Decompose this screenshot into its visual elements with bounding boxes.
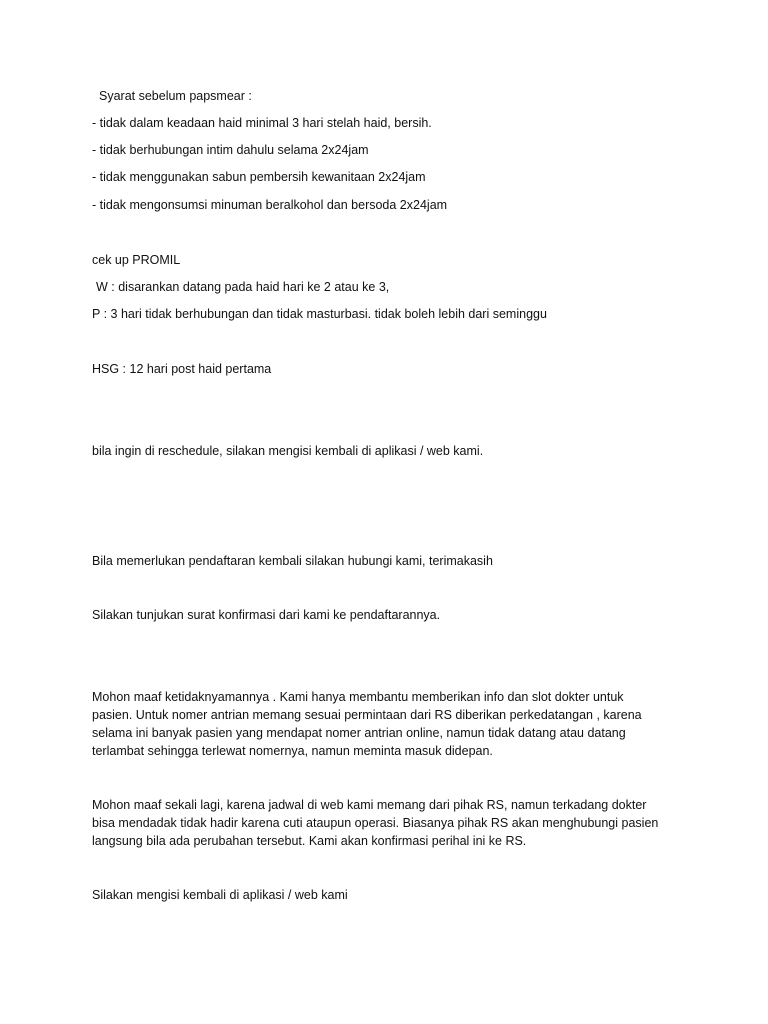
apology-2-line-1: Mohon maaf sekali lagi, karena jadwal di web kami memang dari pihak RS, namun terkadang dokter xyxy=(92,798,647,812)
apology-1-line-3: selama ini banyak pasien yang mendapat nomer antrian online, namun tidak datang atau datang xyxy=(92,726,626,740)
apology-2-line-2: bisa mendadak tidak hadir karena cuti ataupun operasi. Biasanya pihak RS akan menghubungi pasien xyxy=(92,816,659,830)
papsmear-item-1: - tidak dalam keadaan haid minimal 3 hari stelah haid, bersih. xyxy=(92,116,432,130)
reschedule-line: bila ingin di reschedule, silakan mengisi kembali di aplikasi / web kami. xyxy=(92,444,484,458)
apology-1-line-1: Mohon maaf ketidaknyamannya . Kami hanya membantu memberikan info dan slot dokter untuk xyxy=(92,690,624,704)
papsmear-item-3: - tidak menggunakan sabun pembersih kewanitaan 2x24jam xyxy=(92,170,426,184)
papsmear-heading: Syarat sebelum papsmear : xyxy=(99,89,252,103)
apology-2-line-3: langsung bila ada perubahan tersebut. Kami akan konfirmasi perihal ini ke RS. xyxy=(92,834,527,848)
promil-heading: cek up PROMIL xyxy=(92,253,181,267)
hsg-line: HSG : 12 hari post haid pertama xyxy=(92,362,272,376)
re-register-line: Bila memerlukan pendaftaran kembali silakan hubungi kami, terimakasih xyxy=(92,554,493,568)
papsmear-item-2: - tidak berhubungan intim dahulu selama 2x24jam xyxy=(92,143,369,157)
promil-w: W : disarankan datang pada haid hari ke 2 atau ke 3, xyxy=(96,280,390,294)
apology-paragraph-2 xyxy=(92,796,692,850)
apology-paragraph-1 xyxy=(92,688,692,760)
refill-line: Silakan mengisi kembali di aplikasi / web kami xyxy=(92,888,348,902)
papsmear-item-4: - tidak mengonsumsi minuman beralkohol dan bersoda 2x24jam xyxy=(92,198,448,212)
apology-1-line-4: terlambat sehingga terlewat nomernya, namun meminta masuk didepan. xyxy=(92,744,493,758)
promil-p: P : 3 hari tidak berhubungan dan tidak masturbasi. tidak boleh lebih dari seminggu xyxy=(92,307,547,321)
show-letter-line: Silakan tunjukan surat konfirmasi dari kami ke pendaftarannya. xyxy=(92,608,441,622)
apology-1-line-2: pasien. Untuk nomer antrian memang sesuai permintaan dari RS diberikan perkedatangan , karena xyxy=(92,708,642,722)
